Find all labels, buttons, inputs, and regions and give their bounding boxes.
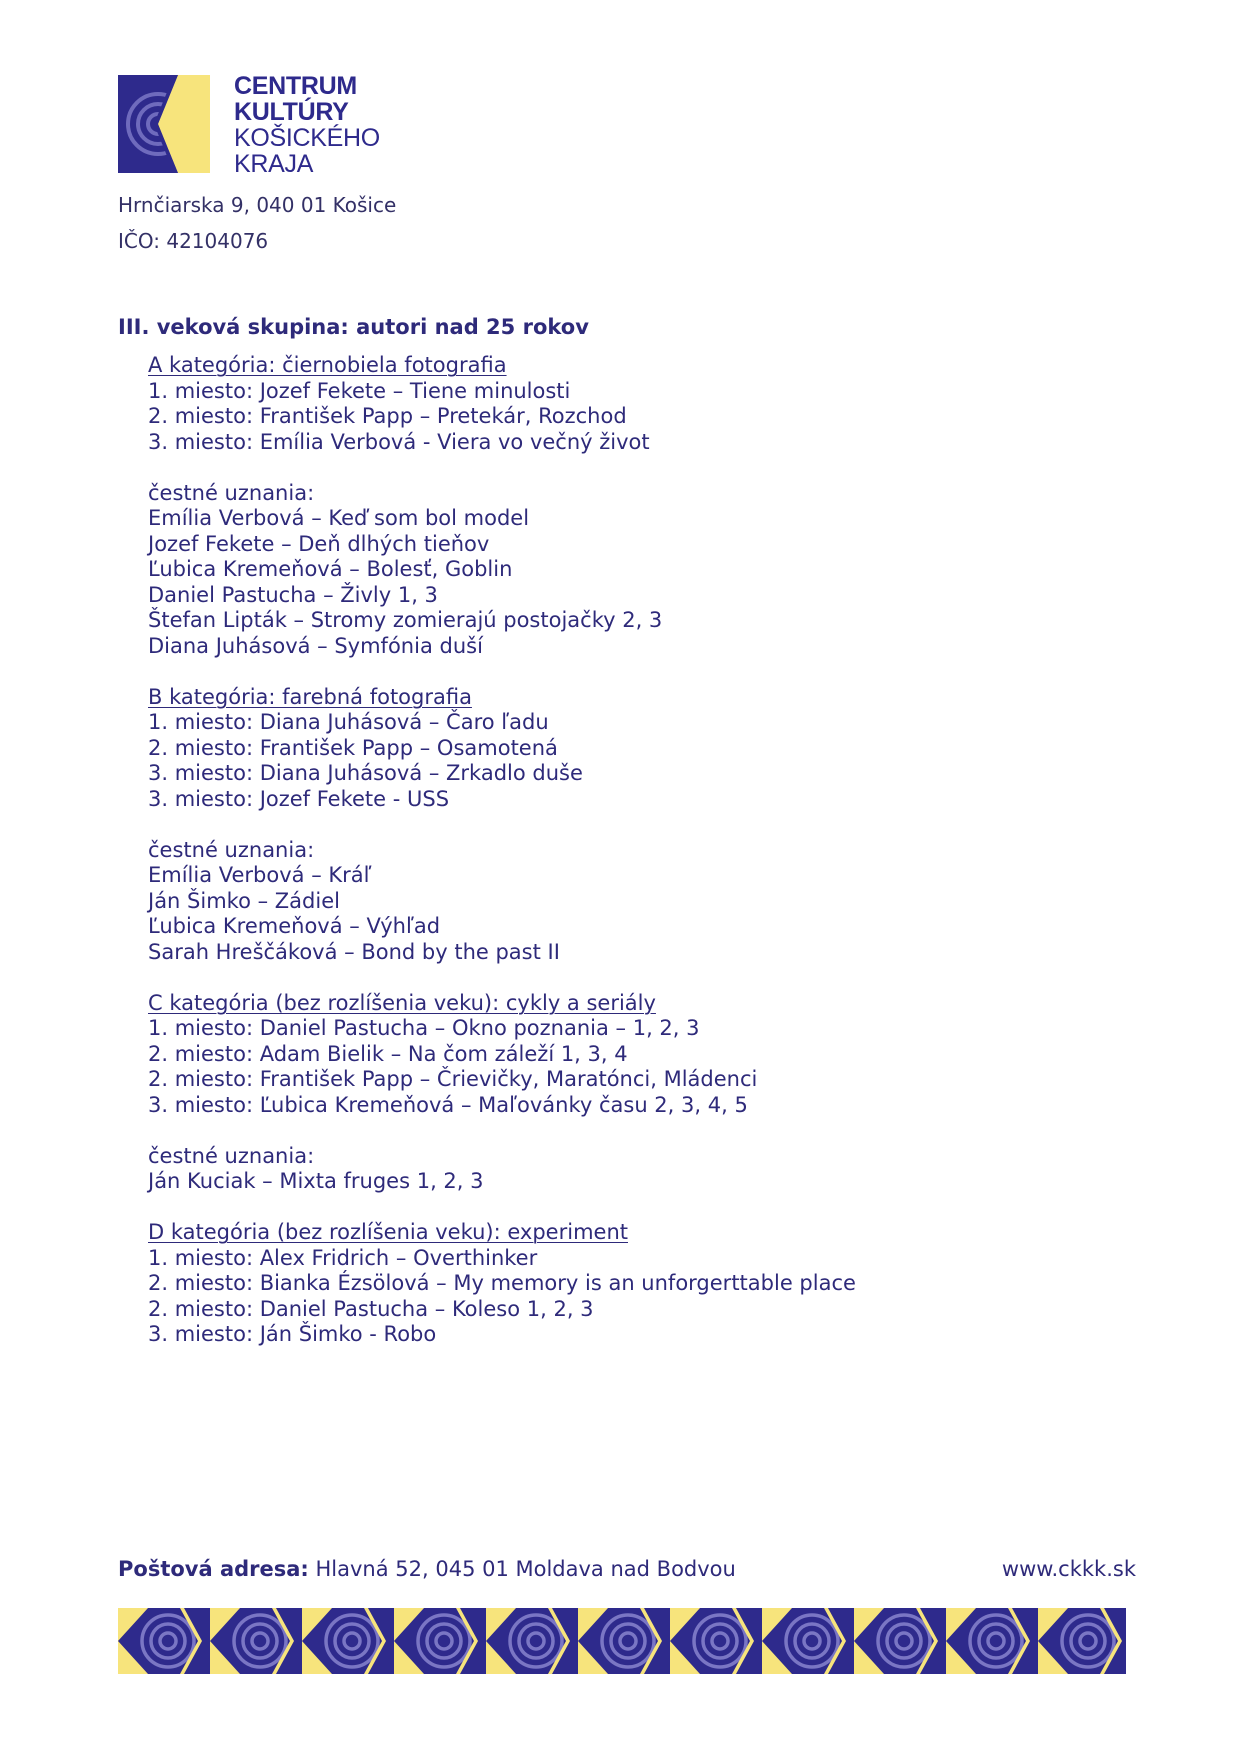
section-a [148,353,1118,1348]
list-item: 1. miesto: Diana Juhásová – Čaro ľadu [148,710,549,734]
list-item: 3. miesto: Emília Verbová - Viera vo večný život [148,429,650,454]
list-item: Diana Juhásová – Symfónia duší [148,633,483,658]
list-item: 2. miesto: František Papp – Črievičky, Maratónci, Mládenci [148,1067,758,1091]
list-item: 1. miesto: Alex Fridrich – Overthinker [148,1245,538,1270]
list-item: 1. miesto: Daniel Pastucha – Okno poznania – 1, 2, 3 [148,1016,700,1040]
list-item: Emília Verbová – Kráľ [148,863,372,887]
list-item: 1. miesto: Jozef Fekete – Tiene minulosti [148,378,571,403]
street-address: Hrnčiarska 9, 040 01 Košice [118,193,397,217]
honors-label: čestné uznania: [148,480,315,505]
section-a-title: A kategória: čiernobiela fotografia [148,353,507,377]
list-item: 3. miesto: Ján Šimko - Robo [148,1322,437,1346]
list-item: Daniel Pastucha – Živly 1, 3 [148,582,438,607]
ico-number: IČO: 42104076 [118,229,269,253]
logo-line-2: KULTÚRY [234,98,349,126]
logo-line-4: KRAJA [234,150,314,178]
logo-mark-icon [118,75,210,173]
list-item: Ľubica Kremeňová – Bolesť, Goblin [148,557,513,581]
list-item: 2. miesto: František Papp – Pretekár, Rozchod [148,404,627,428]
list-item: 3. miesto: Jozef Fekete - USS [148,786,450,811]
decorative-band [118,1608,1126,1674]
honors-label: čestné uznania: [148,1143,315,1168]
postal-address: Hlavná 52, 045 01 Moldava nad Bodvou [308,1557,736,1581]
list-item: Ján Kuciak – Mixta fruges 1, 2, 3 [148,1169,484,1193]
list-item: Ján Šimko – Zádiel [148,888,340,913]
list-item: Emília Verbová – Keď som bol model [148,506,530,530]
results-content [118,315,1118,1348]
list-item: 2. miesto: Daniel Pastucha – Koleso 1, 2, 3 [148,1296,594,1321]
logo-line-3: KOŠICKÉHO [234,124,380,152]
list-item: 3. miesto: Diana Juhásová – Zrkadlo duše [148,761,583,785]
list-item: 2. miesto: Adam Bielik – Na čom záleží 1, 3, 4 [148,1041,628,1066]
list-item: Jozef Fekete – Deň dlhých tieňov [148,531,490,556]
footer [118,1557,1136,1581]
website-link[interactable]: www.ckkk.sk [1001,1557,1136,1581]
list-item: 2. miesto: Bianka Ézsölová – My memory is an unforgerttable place [148,1271,856,1295]
logo [118,72,418,178]
list-item: Sarah Hreščáková – Bond by the past II [148,939,560,964]
list-item: 2. miesto: František Papp – Osamotená [148,735,558,760]
list-item: Ľubica Kremeňová – Výhľad [148,914,441,938]
section-c-title: C kategória (bez rozlíšenia veku): cykly a seriály [148,990,656,1015]
postal-label: Poštová adresa: [118,1557,309,1581]
list-item: Štefan Lipták – Stromy zomierajú postojačky 2, 3 [148,608,663,632]
page-heading: III. veková skupina: autori nad 25 rokov [118,315,589,339]
section-d-title: D kategória (bez rozlíšenia veku): experiment [148,1220,628,1244]
honors-label: čestné uznania: [148,837,315,862]
list-item: 3. miesto: Ľubica Kremeňová – Maľovánky času 2, 3, 4, 5 [148,1092,748,1117]
section-b-title: B kategória: farebná fotografia [148,684,472,709]
logo-line-1: CENTRUM [234,72,357,100]
pattern-band-icon [118,1608,1126,1674]
